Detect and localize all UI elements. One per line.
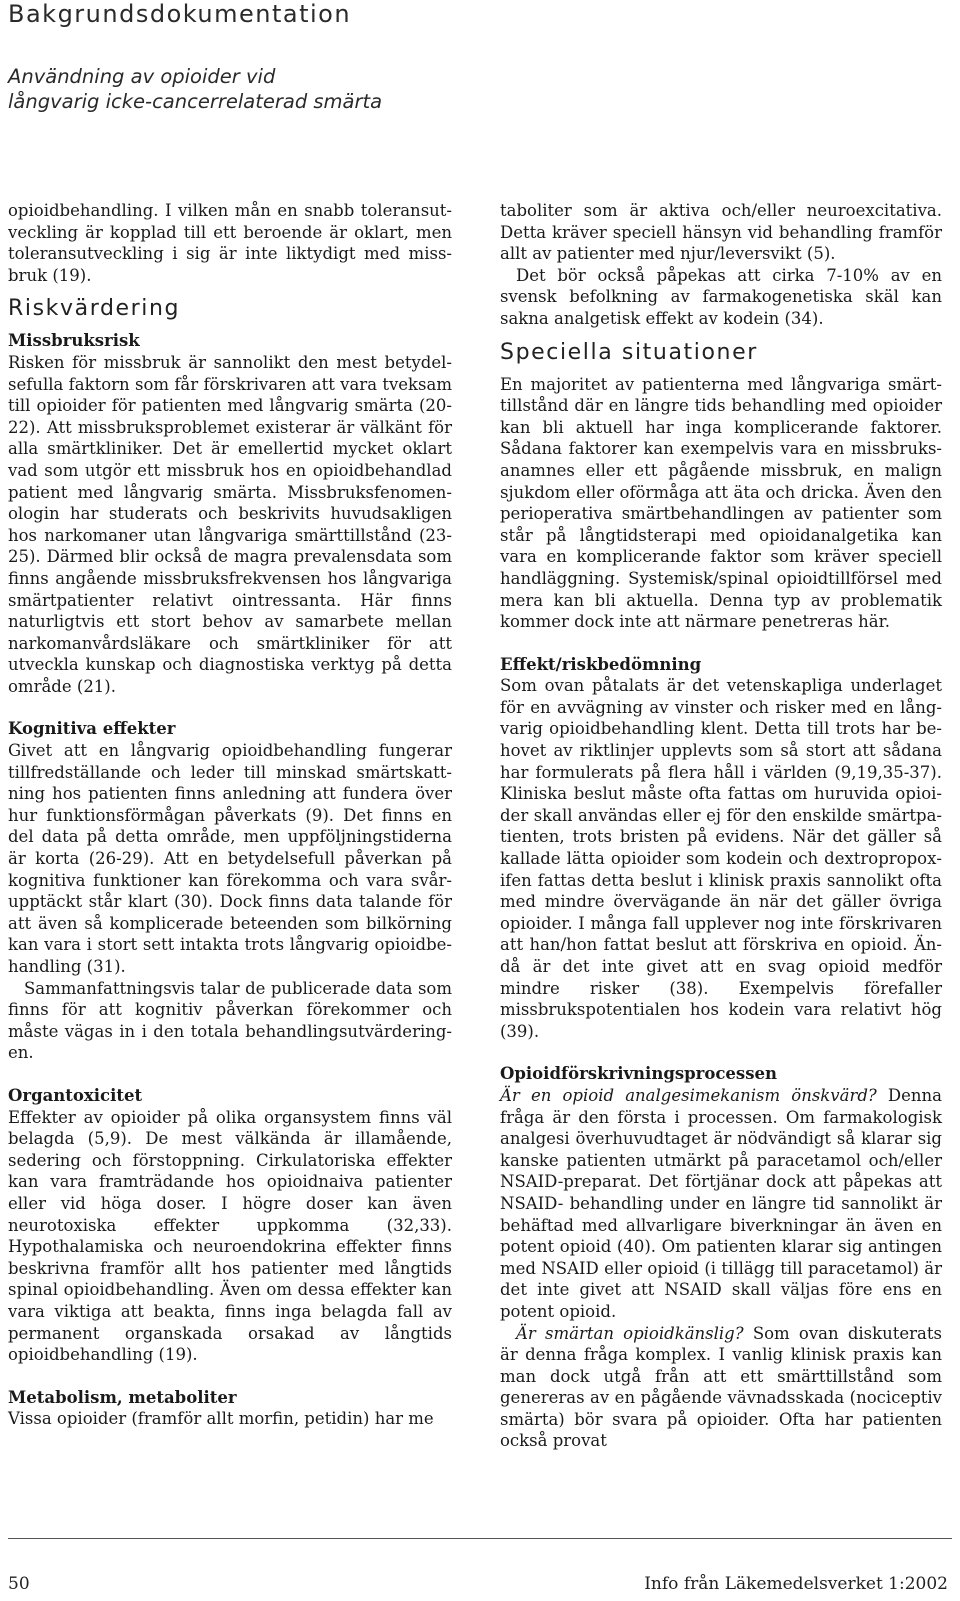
footer-rule (8, 1538, 952, 1539)
right-column (500, 200, 942, 1452)
subtitle-line-1: Användning av opioider vid (8, 65, 276, 88)
paragraph-kodein: Det bör också påpekas att cirka 7-10% av en svensk befolkning av farmakogenetiska skäl kan sakna analgetisk effekt av kodein (34). (500, 265, 942, 328)
paragraph-metabolism: Vissa opioider (framför allt morfin, petidin) har me (8, 1409, 434, 1429)
section-heading-riskvardering: Riskvärdering (8, 296, 181, 322)
publication-footer: Info från Läkemedelsverket 1:2002 (644, 1574, 948, 1594)
paragraph-kognitiva-2: Sammanfattningsvis talar de publicerade data som finns för att kognitiv påverkan förekommer och måste vägas in i den totala behandlingsutvärderingen. (8, 978, 452, 1063)
paragraph-question-2 (500, 1323, 942, 1453)
answer-2: Som ovan diskuterats är denna fråga komplex. I vanlig klinisk praxis kan man dock utgå från att ett smärttillstånd som genereras av en pågående vävnadsskada (nociceptiv smärta) bör svara på opioider. Ofta har patienten också provat (500, 1323, 942, 1451)
paragraph-organtoxicitet: Effekter av opioider på olika organsystem finns väl belagda (5,9). De mest välkända är illamående, sedering och förstoppning. Cirkulatoriska effekter kan vara framträdande hos opioidnaiva patienter eller vid höga doser. I högre doser kan även neurotoxiska effekter uppkomma (32,33). Hypothalamiska och neuroendokrina effekter finns beskrivna framför allt hos patienter med långtids spinal opioidbehandling. Även om dessa effekter kan vara viktiga att beakta, finns inga belagda fall av permanent organskada orsakad av långtids opioidbehandling (19). (8, 1107, 452, 1365)
question-2: Är smärtan opioidkänslig? (516, 1323, 744, 1343)
paragraph-speciella: En majoritet av patienterna med långvariga smärttillstånd där en längre tids behandling med opioider kan bli aktuell har inga komplicerande faktorer. Sådana faktorer kan exempelvis vara en missbruksanamnes eller ett pågående missbruk, en malign sjukdom eller oförmåga att äta och dricka. Även den perioperativa smärtbehandlingen av patienter som står på långtidsterapi med opioidanalgetika kan vara en komplicerande faktor som kräver speciell handläggning. Systemisk/spinal opioidtillförsel med mera kan bli aktuella. Denna typ av problematik kommer dock inte att närmare penetreras här. (500, 374, 942, 632)
subheading-metabolism: Metabolism, metaboliter (8, 1387, 237, 1407)
paragraph-metaboliter-cont: taboliter som är aktiva och/eller neuroexcitativa. Detta kräver speciell hänsyn vid behandling framför allt av patienter med njur/leversvikt (5). (500, 201, 942, 264)
page-number: 50 (8, 1574, 30, 1594)
subheading-organtoxicitet: Organtoxicitet (8, 1085, 143, 1105)
subheading-kognitiva-effekter: Kognitiva effekter (8, 719, 176, 739)
subheading-effekt-riskbedomning: Effekt/riskbedömning (500, 654, 702, 674)
intro-paragraph: opioidbehandling. I vilken mån en snabb toleransutveckling är kopplad till ett beroende är oklart, men toleransutveckling i sig är inte liktydigt med missbruk (19). (8, 201, 452, 285)
paragraph-question-1 (500, 1085, 942, 1323)
subheading-opioidforskrivning: Opioidförskrivningsprocessen (500, 1064, 777, 1084)
left-column (8, 200, 452, 1430)
section-heading-speciella-situationer: Speciella situationer (500, 339, 758, 365)
subheading-missbruksrisk: Missbruksrisk (8, 331, 140, 351)
question-1: Är en opioid analgesimekanism önskvärd? (500, 1085, 877, 1105)
paragraph-missbruksrisk: Risken för missbruk är sannolikt den mest betydelsefulla faktorn som får förskrivaren att vara tveksam till opioider för patienten med långvarig smärta (20-22). Att missbruksproblemet existerar är välkänt för alla smärtkliniker. Det är emellertid mycket oklart vad som utgör ett missbruk hos en opioidbehandlad patient med långvarig smärta. Missbruksfenomenologin har studerats och beskrivits huvudsakligen hos narkomaner utan långvariga smärttillstånd (23-25). Därmed blir också de magra prevalensdata som finns angående missbruksfrekvensen hos långvariga smärtpatienter relativt ointressanta. Här finns naturligtvis ett stort behov av samarbete mellan narkomanvårdsläkare och smärtkliniker för att utveckla kunskap och diagnostiska verktyg på detta område (21). (8, 352, 452, 696)
running-header-title: Bakgrundsdokumentation (8, 0, 352, 28)
paragraph-kognitiva-1: Givet att en långvarig opioidbehandling fungerar tillfredställande och leder till minskad smärtskattning hos patienten finns anledning att fundera över hur funktionsförmågan påverkats (9). Det finns en del data på detta område, men uppföljningstiderna är korta (26-29). Att en betydelsefull påverkan på kognitiva funktioner kan förekomma och vara svårupptäckt står klart (30). Dock finns data talande för att även så komplicerade beteenden som bilkörning kan vara i stort sett intakta trots långvarig opioidbehandling (31). (8, 741, 452, 976)
subtitle-line-2: långvarig icke-cancerrelaterad smärta (8, 90, 383, 113)
answer-1: Denna fråga är den första i processen. Om farmakologisk analgesi överhuvudtaget är nödvändigt så klarar sig kanske patienten utmärkt på paracetamol och/eller NSAID-preparat. Det förtjänar dock att påpekas att NSAID- behandling under en längre tid sannolikt är behäftad med allvarligare biverkningar än även en potent opioid (40). Om patienten klarar sig antingen med NSAID eller opioid (i tillägg till paracetamol) är det inte givet att NSAID skall väljas före ens en potent opioid. (500, 1085, 942, 1321)
document-subtitle (8, 64, 382, 114)
paragraph-effekt: Som ovan påtalats är det vetenskapliga underlaget för en avvägning av vinster och risker med en långvarig opioidbehandling klent. Detta till trots har behovet av riktlinjer upplevts som så stort att sådana har formulerats på flera håll i världen (9,19,35-37). Kliniska beslut måste ofta fattas om huruvida opioider skall användas eller ej för den enskilde smärtpatienten, trots bristen på evidens. När det gäller så kallade lätta opioider som kodein och dextropropoxifen fattas detta beslut i klinisk praxis sannolikt ofta med mindre övervägande än när det gäller övriga opioider. I många fall upplever nog inte förskrivaren att han/hon fattat beslut att förskriva en opioid. Ändå är det inte givet att en svag opioid medför mindre risker (38). Exempelvis förefaller missbrukspotentialen hos kodein vara relativt hög (39). (500, 676, 942, 1041)
